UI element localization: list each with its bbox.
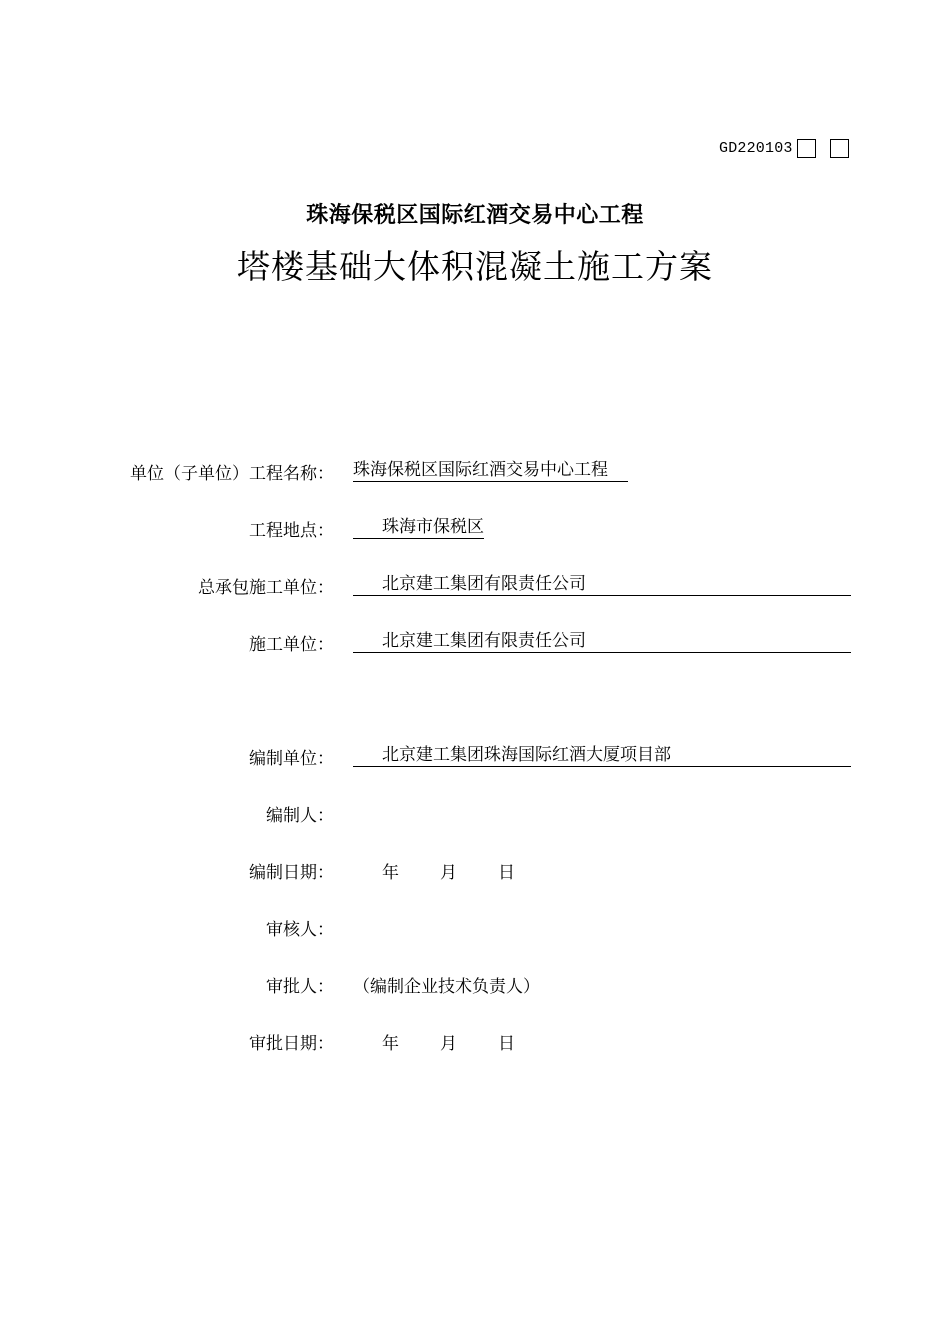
contractor-value: [353, 629, 851, 653]
compile-date-label: 编制日期：: [249, 863, 334, 883]
code-checkbox-1[interactable]: [797, 139, 816, 158]
compiler-unit-label: 编制单位：: [249, 749, 334, 769]
approve-date-year: 年: [382, 1034, 399, 1054]
code-checkbox-2[interactable]: [830, 139, 849, 158]
reviewer-label: 审核人：: [266, 920, 334, 940]
project-title: 珠海保税区国际红酒交易中心工程: [306, 203, 644, 228]
approve-date-day: 日: [498, 1034, 515, 1054]
project-name-value: [353, 458, 628, 482]
project-name-text: 珠海保税区国际红酒交易中心工程: [353, 460, 608, 480]
contractor-label: 施工单位：: [249, 635, 334, 655]
contractor-text: 北京建工集团有限责任公司: [382, 631, 586, 651]
approver-value: （编制企业技术负责人）: [353, 977, 540, 997]
general-contractor-value: [353, 572, 851, 596]
compiler-unit-text: 北京建工集团珠海国际红酒大厦项目部: [382, 745, 671, 765]
location-label: 工程地点：: [249, 521, 334, 541]
approve-date-value: [382, 1029, 515, 1054]
compile-date-year: 年: [382, 863, 399, 883]
approver-label: 审批人：: [266, 977, 334, 997]
compiler-unit-value: [353, 743, 851, 767]
general-contractor-label: 总承包施工单位：: [198, 578, 334, 598]
compile-date-value: [382, 858, 515, 883]
document-code-text: GD220103: [719, 139, 793, 157]
document-code: [719, 136, 849, 160]
project-name-label: 单位（子单位）工程名称：: [130, 464, 334, 484]
location-text: 珠海市保税区: [382, 517, 484, 537]
location-value: [353, 515, 484, 539]
general-contractor-text: 北京建工集团有限责任公司: [382, 574, 586, 594]
compile-date-month: 月: [440, 863, 457, 883]
compiler-label: 编制人：: [266, 806, 334, 826]
plan-title: 塔楼基础大体积混凝土施工方案: [237, 247, 713, 286]
approve-date-month: 月: [440, 1034, 457, 1054]
approve-date-label: 审批日期：: [249, 1034, 334, 1054]
compile-date-day: 日: [498, 863, 515, 883]
